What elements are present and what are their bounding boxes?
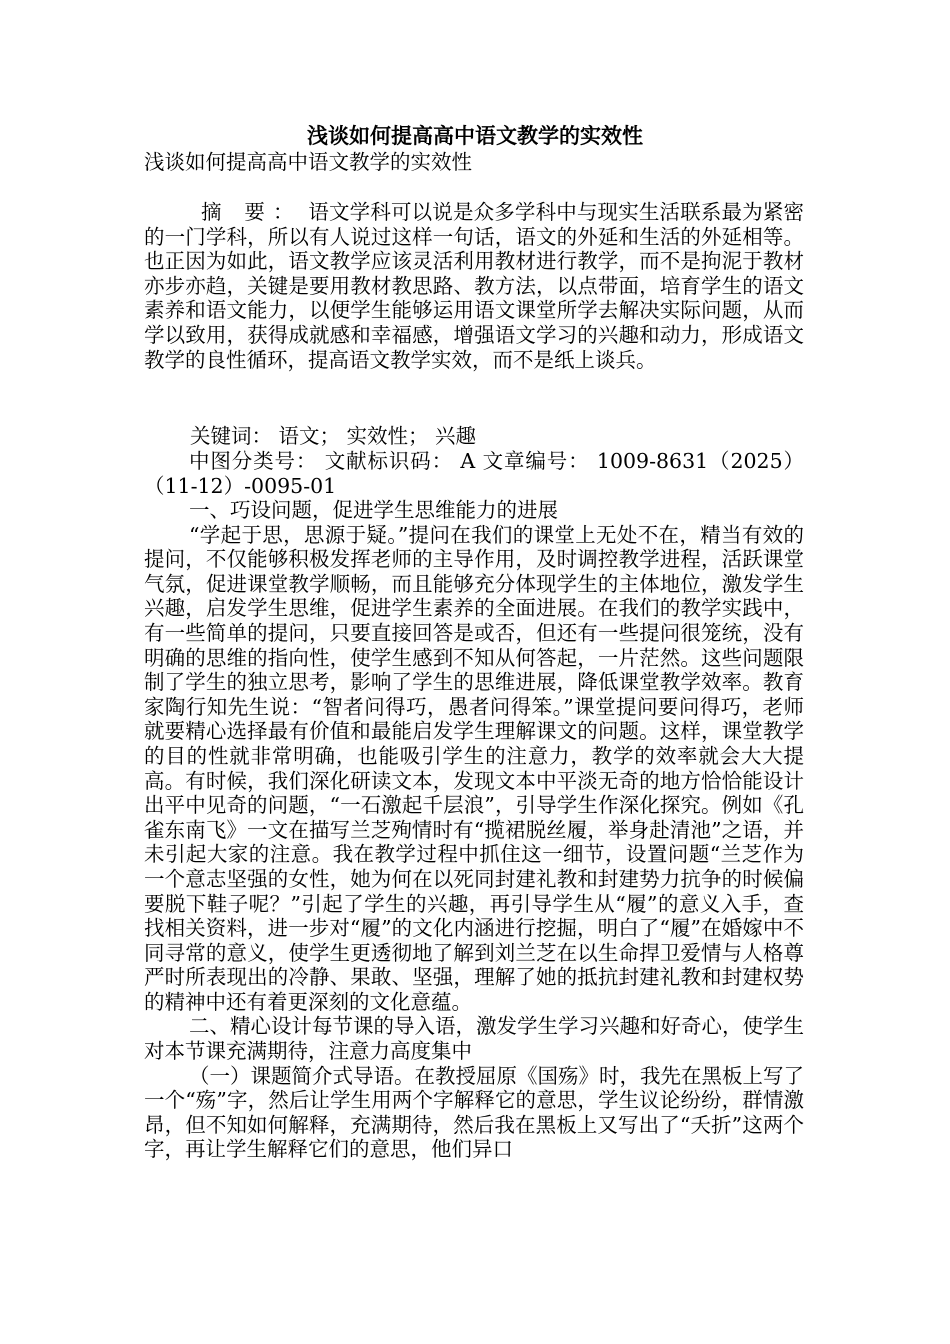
article-body xyxy=(144,498,804,1162)
section-heading-2: 二、精心设计每节课的导入语，激发学生学习兴趣和好奇心，使学生对本节课充满期待，注意力高度集中 xyxy=(144,1014,804,1064)
document-subtitle: 浅谈如何提高高中语文教学的实效性 xyxy=(144,150,472,174)
paragraph-2: （一）课题简介式导语。在教授屈原《国殇》时，我先在黑板上写了一个“殇”字，然后让学生用两个字解释它的意思，学生议论纷纷，群情激昂，但不知如何解释，充满期待，然后我在黑板上又写出了“夭折”这两个字，再让学生解释它们的意思，他们异口 xyxy=(144,1063,804,1162)
section-heading-1: 一、巧设问题，促进学生思维能力的进展 xyxy=(189,498,558,522)
keywords: 关键词： 语文； 实效性； 兴趣 xyxy=(190,424,477,448)
classification-info: 中图分类号： 文献标识码： A 文章编号： 1009-8631（2025）（11-12）-0095-01 xyxy=(144,449,804,498)
abstract-label: 摘 要： xyxy=(201,200,302,224)
abstract-text: 语文学科可以说是众多学科中与现实生活联系最为紧密的一门学科，所以有人说过这样一句话，语文的外延和生活的外延相等。也正因为如此，语文教学应该灵活利用教材进行教学，而不是拘泥于教材亦步亦趋，关键是要用教材教思路、教方法，以点带面，培育学生的语文素养和语文能力，以便学生能够运用语文课堂所学去解决实际问题，从而学以致用，获得成就感和幸福感，增强语文学习的兴趣和动力，形成语文教学的良性循环，提高语文教学实效，而不是纸上谈兵。 xyxy=(144,200,804,372)
paragraph-1: “学起于思，思源于疑。”提问在我们的课堂上无处不在，精当有效的提问，不仅能够积极发挥老师的主导作用，及时调控教学进程，活跃课堂气氛，促进课堂教学顺畅，而且能够充分体现学生的主体地位，激发学生兴趣，启发学生思维，促进学生素养的全面进展。在我们的教学实践中，有一些简单的提问，只要直接回答是或否，但还有一些提问很笼统，没有明确的思维的指向性，使学生感到不知从何答起，一片茫然。这些问题限制了学生的独立思考，影响了学生的思维进展，降低课堂教学效率。教育家陶行知先生说：“智者问得巧，愚者问得笨。”课堂提问要问得巧，老师就要精心选择最有价值和最能启发学生理解课文的问题。这样，课堂教学的目的性就非常明确，也能吸引学生的注意力，教学的效率就会大大提高。有时候，我们深化研读文本，发现文本中平淡无奇的地方恰恰能设计出平中见奇的问题，“一石激起千层浪”，引导学生作深化探究。例如《孔雀东南飞》一文在描写兰芝殉情时有“揽裙脱丝履，举身赴清池”之语，并未引起大家的注意。我在教学过程中抓住这一细节，设置问题“兰芝作为一个意志坚强的女性，她为何在以死同封建礼教和封建势力抗争的时候偏要脱下鞋子呢？”引起了学生的兴趣，再引导学生从“履”的意义入手，查找相关资料，进一步对“履”的文化内涵进行挖掘，明白了“履”在婚嫁中不同寻常的意义，使学生更透彻地了解到刘兰芝在以生命捍卫爱情与人格尊严时所表现出的冷静、果敢、坚强，理解了她的抵抗封建礼教和封建权势的精神中还有着更深刻的文化意蕴。 xyxy=(144,522,804,1014)
document-title: 浅谈如何提高高中语文教学的实效性 xyxy=(307,123,643,148)
abstract xyxy=(144,200,804,372)
